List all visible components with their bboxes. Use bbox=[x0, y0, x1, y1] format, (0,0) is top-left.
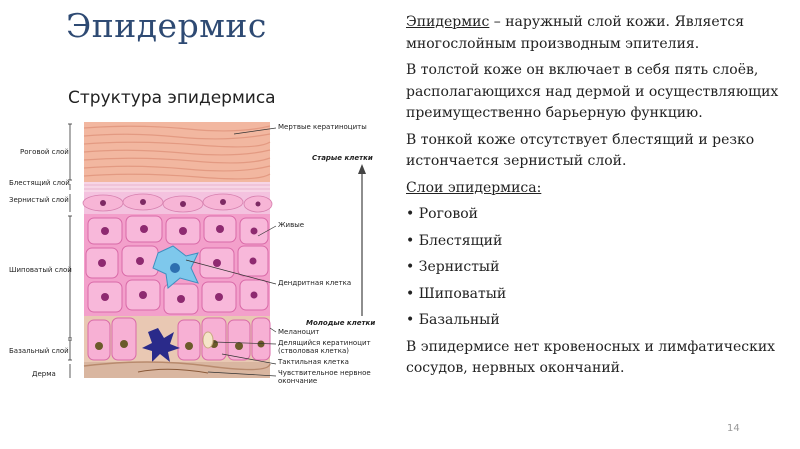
label-living: Живые bbox=[278, 221, 305, 229]
page-number: 14 bbox=[727, 423, 740, 434]
definition-text: – наружный слой кожи. Является многослойным производным эпителия. bbox=[406, 14, 745, 52]
label-tactile-cell: Тактильная клетка bbox=[278, 358, 349, 366]
label-stem-cell: (стволовая клетка) bbox=[278, 347, 350, 355]
label-granular-layer: Зернистый слой bbox=[9, 196, 69, 204]
label-nerve-ending: Чувствительное нервное bbox=[278, 369, 371, 377]
label-young-cells: Молодые клетки bbox=[306, 319, 376, 327]
paragraph-thick-skin: В толстой коже он включает в себя пять слоёв, располагающихся над дермой и осуществляющих преимущественно барьерную функцию. bbox=[406, 62, 779, 121]
label-dividing-keratinocyte: Делящийся кератиноцит bbox=[278, 339, 371, 347]
text-block bbox=[406, 12, 791, 385]
layers-heading: Слои эпидермиса: bbox=[406, 179, 542, 196]
label-dead-keratinocytes: Мертвые кератиноциты bbox=[278, 123, 367, 131]
label-lucid-layer: Блестящий слой bbox=[9, 179, 70, 187]
layer-item: • Зернистый bbox=[406, 259, 500, 275]
layer-item: • Блестящий bbox=[406, 232, 503, 249]
label-spinous-layer: Шиповатый слой bbox=[9, 266, 72, 274]
label-dendritic-cell: Дендритная клетка bbox=[278, 279, 352, 287]
term-epidermis: Эпидермис bbox=[406, 14, 490, 30]
slide-title: Эпидермис bbox=[66, 6, 267, 45]
paragraph-thin-skin: В тонкой коже отсутствует блестящий и резко истончается зернистый слой. bbox=[406, 131, 755, 169]
label-horny-layer: Роговой слой bbox=[20, 148, 69, 156]
label-nerve-ending-2: окончание bbox=[278, 377, 318, 385]
paragraph-definition bbox=[406, 12, 791, 55]
epidermis-figure bbox=[8, 88, 380, 390]
label-basal-layer: Базальный слой bbox=[9, 347, 69, 355]
layer-item: • Роговой bbox=[406, 206, 478, 222]
paragraph-no-vessels: В эпидермисе нет кровеносных и лимфатических сосудов, нервных окончаний. bbox=[406, 338, 776, 376]
label-dermis: Дерма bbox=[32, 370, 56, 378]
figure-title: Структура эпидермиса bbox=[68, 88, 276, 108]
label-melanocyte: Меланоцит bbox=[278, 328, 320, 336]
layer-item: • Базальный bbox=[406, 312, 500, 328]
label-old-cells: Старые клетки bbox=[312, 154, 373, 162]
layer-item: • Шиповатый bbox=[406, 285, 507, 302]
